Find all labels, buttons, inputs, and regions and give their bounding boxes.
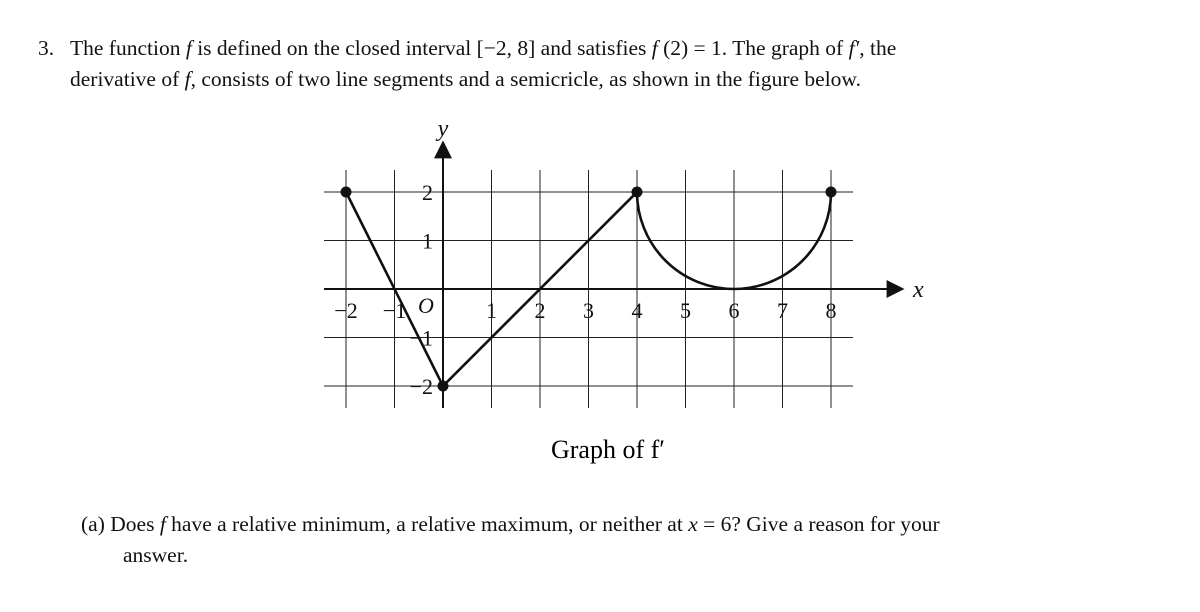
problem-line-2 — [38, 64, 1168, 95]
x-tick-label: 6 — [728, 298, 740, 323]
part-a-line-2: answer. — [123, 543, 189, 567]
problem-statement — [38, 33, 1168, 95]
graph-caption: Graph of f′ — [551, 435, 665, 464]
y-tick-label: −2 — [409, 374, 433, 399]
x-tick-label: 2 — [534, 298, 546, 323]
endpoint-dot — [632, 187, 643, 198]
axes — [324, 144, 901, 408]
x-tick-label: 3 — [583, 298, 594, 323]
y-axis-label: y — [437, 116, 449, 142]
x-tick-label: 7 — [777, 298, 788, 323]
part-a-question — [81, 509, 1171, 571]
problem-text: , the — [859, 36, 897, 60]
x-tick-label: 5 — [680, 298, 691, 323]
problem-text: The function — [70, 36, 186, 60]
problem-text: , consists of two line segments and a semicricle, as shown in the figure below. — [190, 67, 861, 91]
endpoint-dot — [438, 381, 449, 392]
derivative-graph — [300, 116, 924, 480]
x-tick-label: −2 — [334, 298, 358, 323]
problem-text: derivative of — [70, 67, 185, 91]
y-tick-label: 2 — [422, 180, 433, 205]
tick-labels — [334, 116, 924, 399]
math-f: f — [185, 36, 192, 60]
problem-number: 3. — [38, 36, 55, 60]
math-x: x — [688, 512, 698, 536]
y-tick-label: −1 — [409, 325, 433, 351]
x-tick-label: 8 — [825, 298, 837, 323]
problem-text: (2) = 1. The graph of — [657, 36, 849, 60]
math-f-prime: f′ — [848, 36, 860, 60]
x-axis-label: x — [913, 277, 924, 303]
problem-text: is defined on the closed interval [−2, 8] and satisfies — [191, 36, 652, 60]
x-tick-label: −1 — [382, 298, 407, 323]
x-tick-label: 4 — [631, 298, 643, 323]
problem-line-1 — [38, 33, 1168, 64]
x-tick-label: 1 — [486, 298, 497, 323]
part-a-text: = 6? Give a reason for your — [697, 512, 940, 536]
math-f: f — [184, 67, 191, 91]
origin-label: O — [418, 293, 434, 318]
part-a-text: Does — [104, 512, 160, 536]
math-f: f — [651, 36, 658, 60]
part-a-text: have a relative minimum, a relative maximum, or neither at — [165, 512, 689, 536]
y-tick-label: 1 — [422, 228, 433, 254]
endpoint-dot — [826, 187, 837, 198]
math-f: f — [159, 512, 166, 536]
part-a-label: (a) — [81, 512, 105, 536]
endpoint-dot — [341, 187, 352, 198]
part-a-line-1 — [81, 509, 1171, 540]
